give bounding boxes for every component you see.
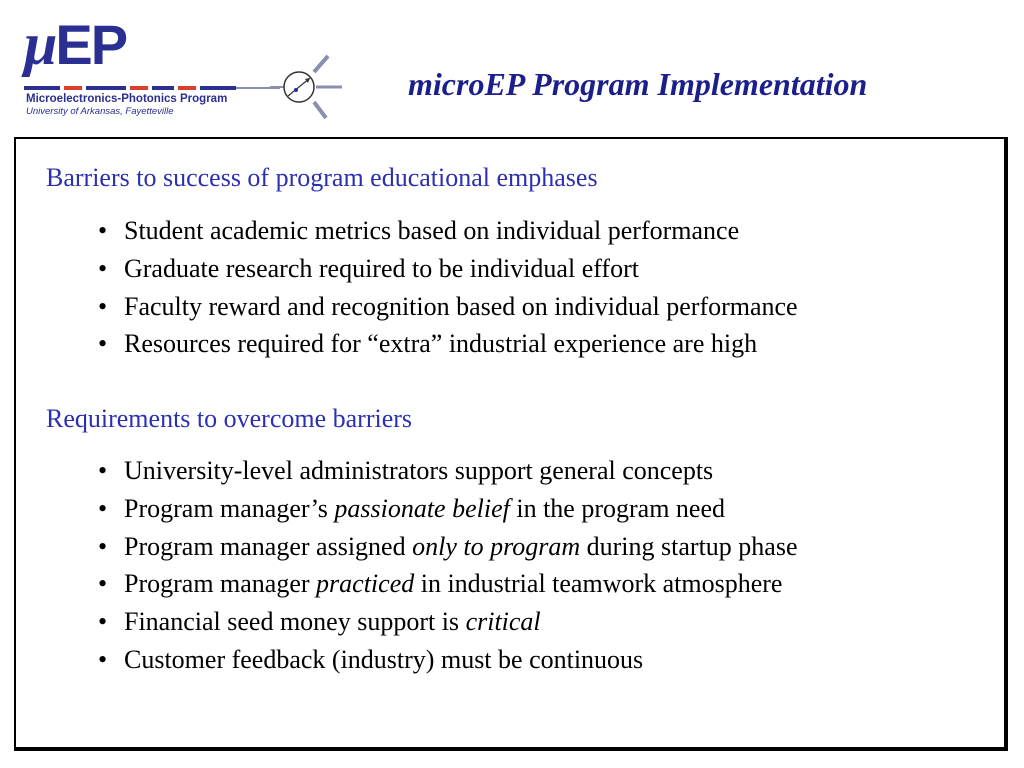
logo-mark <box>24 11 127 77</box>
emphasis-text: critical <box>465 607 541 637</box>
emphasis-text: passionate belief <box>334 493 510 523</box>
bullet-text: Student academic metrics based on individual performance <box>124 216 740 245</box>
org-subtitle: University of Arkansas, Fayetteville <box>26 106 174 117</box>
section-heading-requirements: Requirements to overcome barriers <box>46 404 413 433</box>
bullet-text: during startup phase <box>580 531 798 561</box>
bullet-text: Customer feedback (industry) must be continuous <box>124 644 644 674</box>
bullet-list-barriers <box>98 212 798 363</box>
bullet-text: Program manager assigned <box>124 531 413 561</box>
bullet-item <box>98 603 797 641</box>
bullet-dot: • <box>98 253 108 283</box>
logo-rule-segment <box>24 86 60 90</box>
bullet-item <box>98 565 797 603</box>
bullet-dot: • <box>98 531 108 561</box>
bullet-dot: • <box>98 291 108 321</box>
bullet-item <box>98 325 798 363</box>
bullet-dot: • <box>98 216 108 245</box>
bullet-item <box>98 212 798 250</box>
emphasis-text: only to program <box>412 531 581 561</box>
logo-ep-letters: EP <box>55 13 127 76</box>
content-box <box>14 137 1008 751</box>
logo-rule-segment <box>130 86 148 90</box>
bullet-item <box>98 490 797 528</box>
bullet-item <box>98 250 798 288</box>
bullet-item <box>98 452 797 490</box>
bullet-text: Graduate research required to be individual effort <box>124 253 639 283</box>
slide-title: microEP Program Implementation <box>408 66 868 102</box>
bullet-text: in industrial teamwork atmosphere <box>414 569 783 599</box>
section-heading-barriers: Barriers to success of program educational emphases <box>46 163 598 192</box>
bullet-text: University-level administrators support general concepts <box>124 456 714 485</box>
bullet-item <box>98 528 797 566</box>
logo-rule-segment <box>152 86 174 90</box>
logo-rule-segment <box>86 86 126 90</box>
bullet-dot: • <box>98 569 108 599</box>
bullet-dot: • <box>98 329 108 359</box>
logo-mu-symbol: μ <box>24 11 56 77</box>
bullet-text: in the program need <box>509 493 725 523</box>
bullet-text: Faculty reward and recognition based on individual performance <box>124 291 798 321</box>
bullet-dot: • <box>98 493 108 523</box>
photonics-device-icon <box>270 50 350 122</box>
bullet-item <box>98 288 798 326</box>
bullet-list-requirements <box>98 452 797 679</box>
bullet-dot: • <box>98 644 108 674</box>
logo-rule-segment <box>64 86 82 90</box>
emphasis-text: practiced <box>316 569 415 599</box>
bullet-text: Program manager’s <box>124 493 335 523</box>
bullet-dot: • <box>98 607 108 637</box>
logo-rule-segment <box>200 86 236 90</box>
bullet-item <box>98 641 797 679</box>
logo-rule-segment <box>178 86 196 90</box>
bullet-text: Program manager <box>124 569 317 599</box>
org-name: Microelectronics-Photonics Program <box>26 93 228 105</box>
bullet-text: Financial seed money support is <box>124 607 466 637</box>
bullet-dot: • <box>98 456 108 485</box>
bullet-text: Resources required for “extra” industrial experience are high <box>124 329 758 359</box>
